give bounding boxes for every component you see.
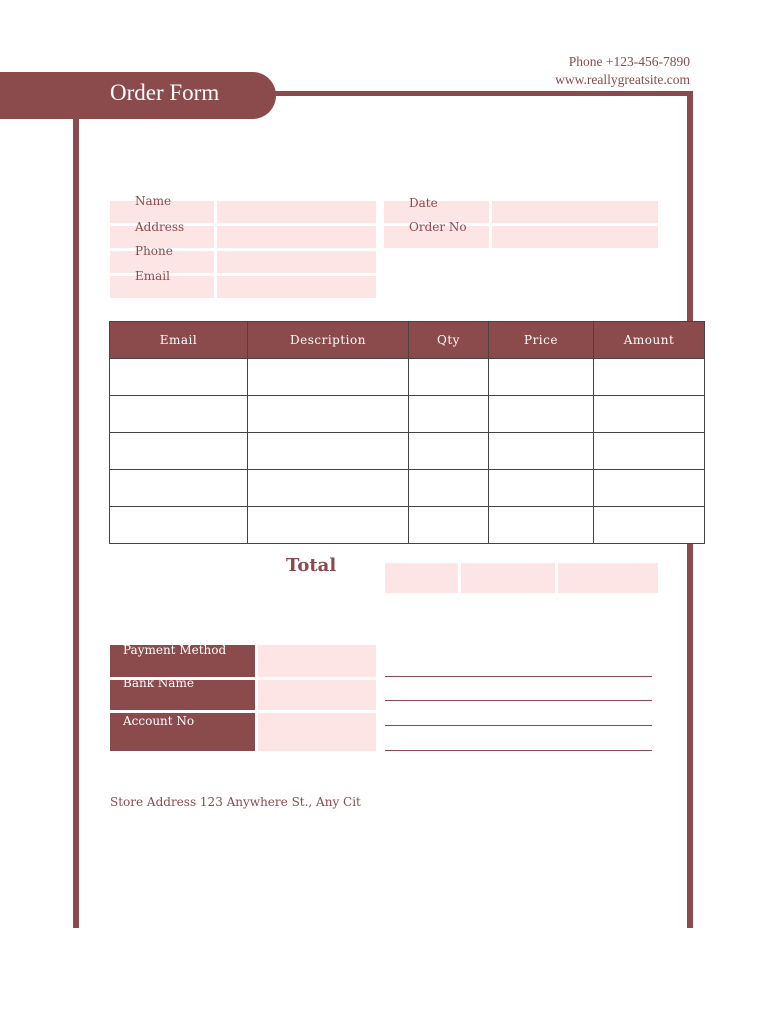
payment-method-label: Payment Method xyxy=(123,643,227,657)
table-cell[interactable] xyxy=(594,470,705,507)
email-label: Email xyxy=(135,269,170,283)
note-line[interactable] xyxy=(385,750,652,751)
table-row xyxy=(110,359,705,396)
table-cell[interactable] xyxy=(409,507,489,544)
order-no-field[interactable] xyxy=(492,226,658,248)
table-cell[interactable] xyxy=(489,507,594,544)
column-header-price: Price xyxy=(489,322,594,359)
date-field[interactable] xyxy=(492,201,658,223)
frame-left-rule xyxy=(73,118,79,928)
table-cell[interactable] xyxy=(594,359,705,396)
contact-phone: Phone +123-456-7890 xyxy=(568,54,690,69)
table-header-row xyxy=(110,322,705,359)
phone-label: Phone xyxy=(135,244,173,258)
table-cell[interactable] xyxy=(594,396,705,433)
name-label: Name xyxy=(135,194,172,208)
table-cell[interactable] xyxy=(110,359,248,396)
store-address: Store Address 123 Anywhere St., Any Cit xyxy=(110,795,361,809)
column-header-description: Description xyxy=(248,322,409,359)
customer-name-field[interactable] xyxy=(217,201,376,223)
total-field[interactable] xyxy=(558,563,658,593)
frame-top-rule xyxy=(270,91,693,96)
table-cell[interactable] xyxy=(489,470,594,507)
table-cell[interactable] xyxy=(110,433,248,470)
table-cell[interactable] xyxy=(409,433,489,470)
table-cell[interactable] xyxy=(409,470,489,507)
table-row xyxy=(110,470,705,507)
bank-name-field[interactable] xyxy=(258,680,376,710)
address-label: Address xyxy=(135,220,185,234)
account-no-label: Account No xyxy=(123,714,195,728)
table-row xyxy=(110,433,705,470)
total-label: Total xyxy=(286,555,337,576)
table-cell[interactable] xyxy=(110,396,248,433)
date-label: Date xyxy=(409,196,438,210)
note-line[interactable] xyxy=(385,725,652,726)
table-cell[interactable] xyxy=(489,433,594,470)
customer-address-field[interactable] xyxy=(217,226,376,248)
items-table xyxy=(109,321,705,544)
note-line[interactable] xyxy=(385,700,652,701)
table-cell[interactable] xyxy=(409,396,489,433)
customer-email-field[interactable] xyxy=(217,276,376,298)
table-cell[interactable] xyxy=(110,507,248,544)
total-field[interactable] xyxy=(385,563,458,593)
table-cell[interactable] xyxy=(248,507,409,544)
table-cell[interactable] xyxy=(489,396,594,433)
customer-phone-field[interactable] xyxy=(217,251,376,273)
note-line[interactable] xyxy=(385,676,652,677)
table-cell[interactable] xyxy=(248,433,409,470)
table-cell[interactable] xyxy=(248,396,409,433)
table-cell[interactable] xyxy=(489,359,594,396)
account-no-field[interactable] xyxy=(258,713,376,751)
total-field[interactable] xyxy=(461,563,555,593)
table-cell[interactable] xyxy=(594,507,705,544)
order-no-label: Order No xyxy=(409,220,467,234)
payment-method-field[interactable] xyxy=(258,645,376,677)
table-cell[interactable] xyxy=(248,359,409,396)
contact-website: www.reallygreatsite.com xyxy=(555,72,690,87)
column-header-qty: Qty xyxy=(409,322,489,359)
table-cell[interactable] xyxy=(594,433,705,470)
table-cell[interactable] xyxy=(110,470,248,507)
bank-name-label: Bank Name xyxy=(123,676,194,690)
table-row xyxy=(110,396,705,433)
column-header-email: Email xyxy=(110,322,248,359)
page-title: Order Form xyxy=(110,80,220,105)
column-header-amount: Amount xyxy=(594,322,705,359)
table-cell[interactable] xyxy=(409,359,489,396)
table-cell[interactable] xyxy=(248,470,409,507)
table-row xyxy=(110,507,705,544)
